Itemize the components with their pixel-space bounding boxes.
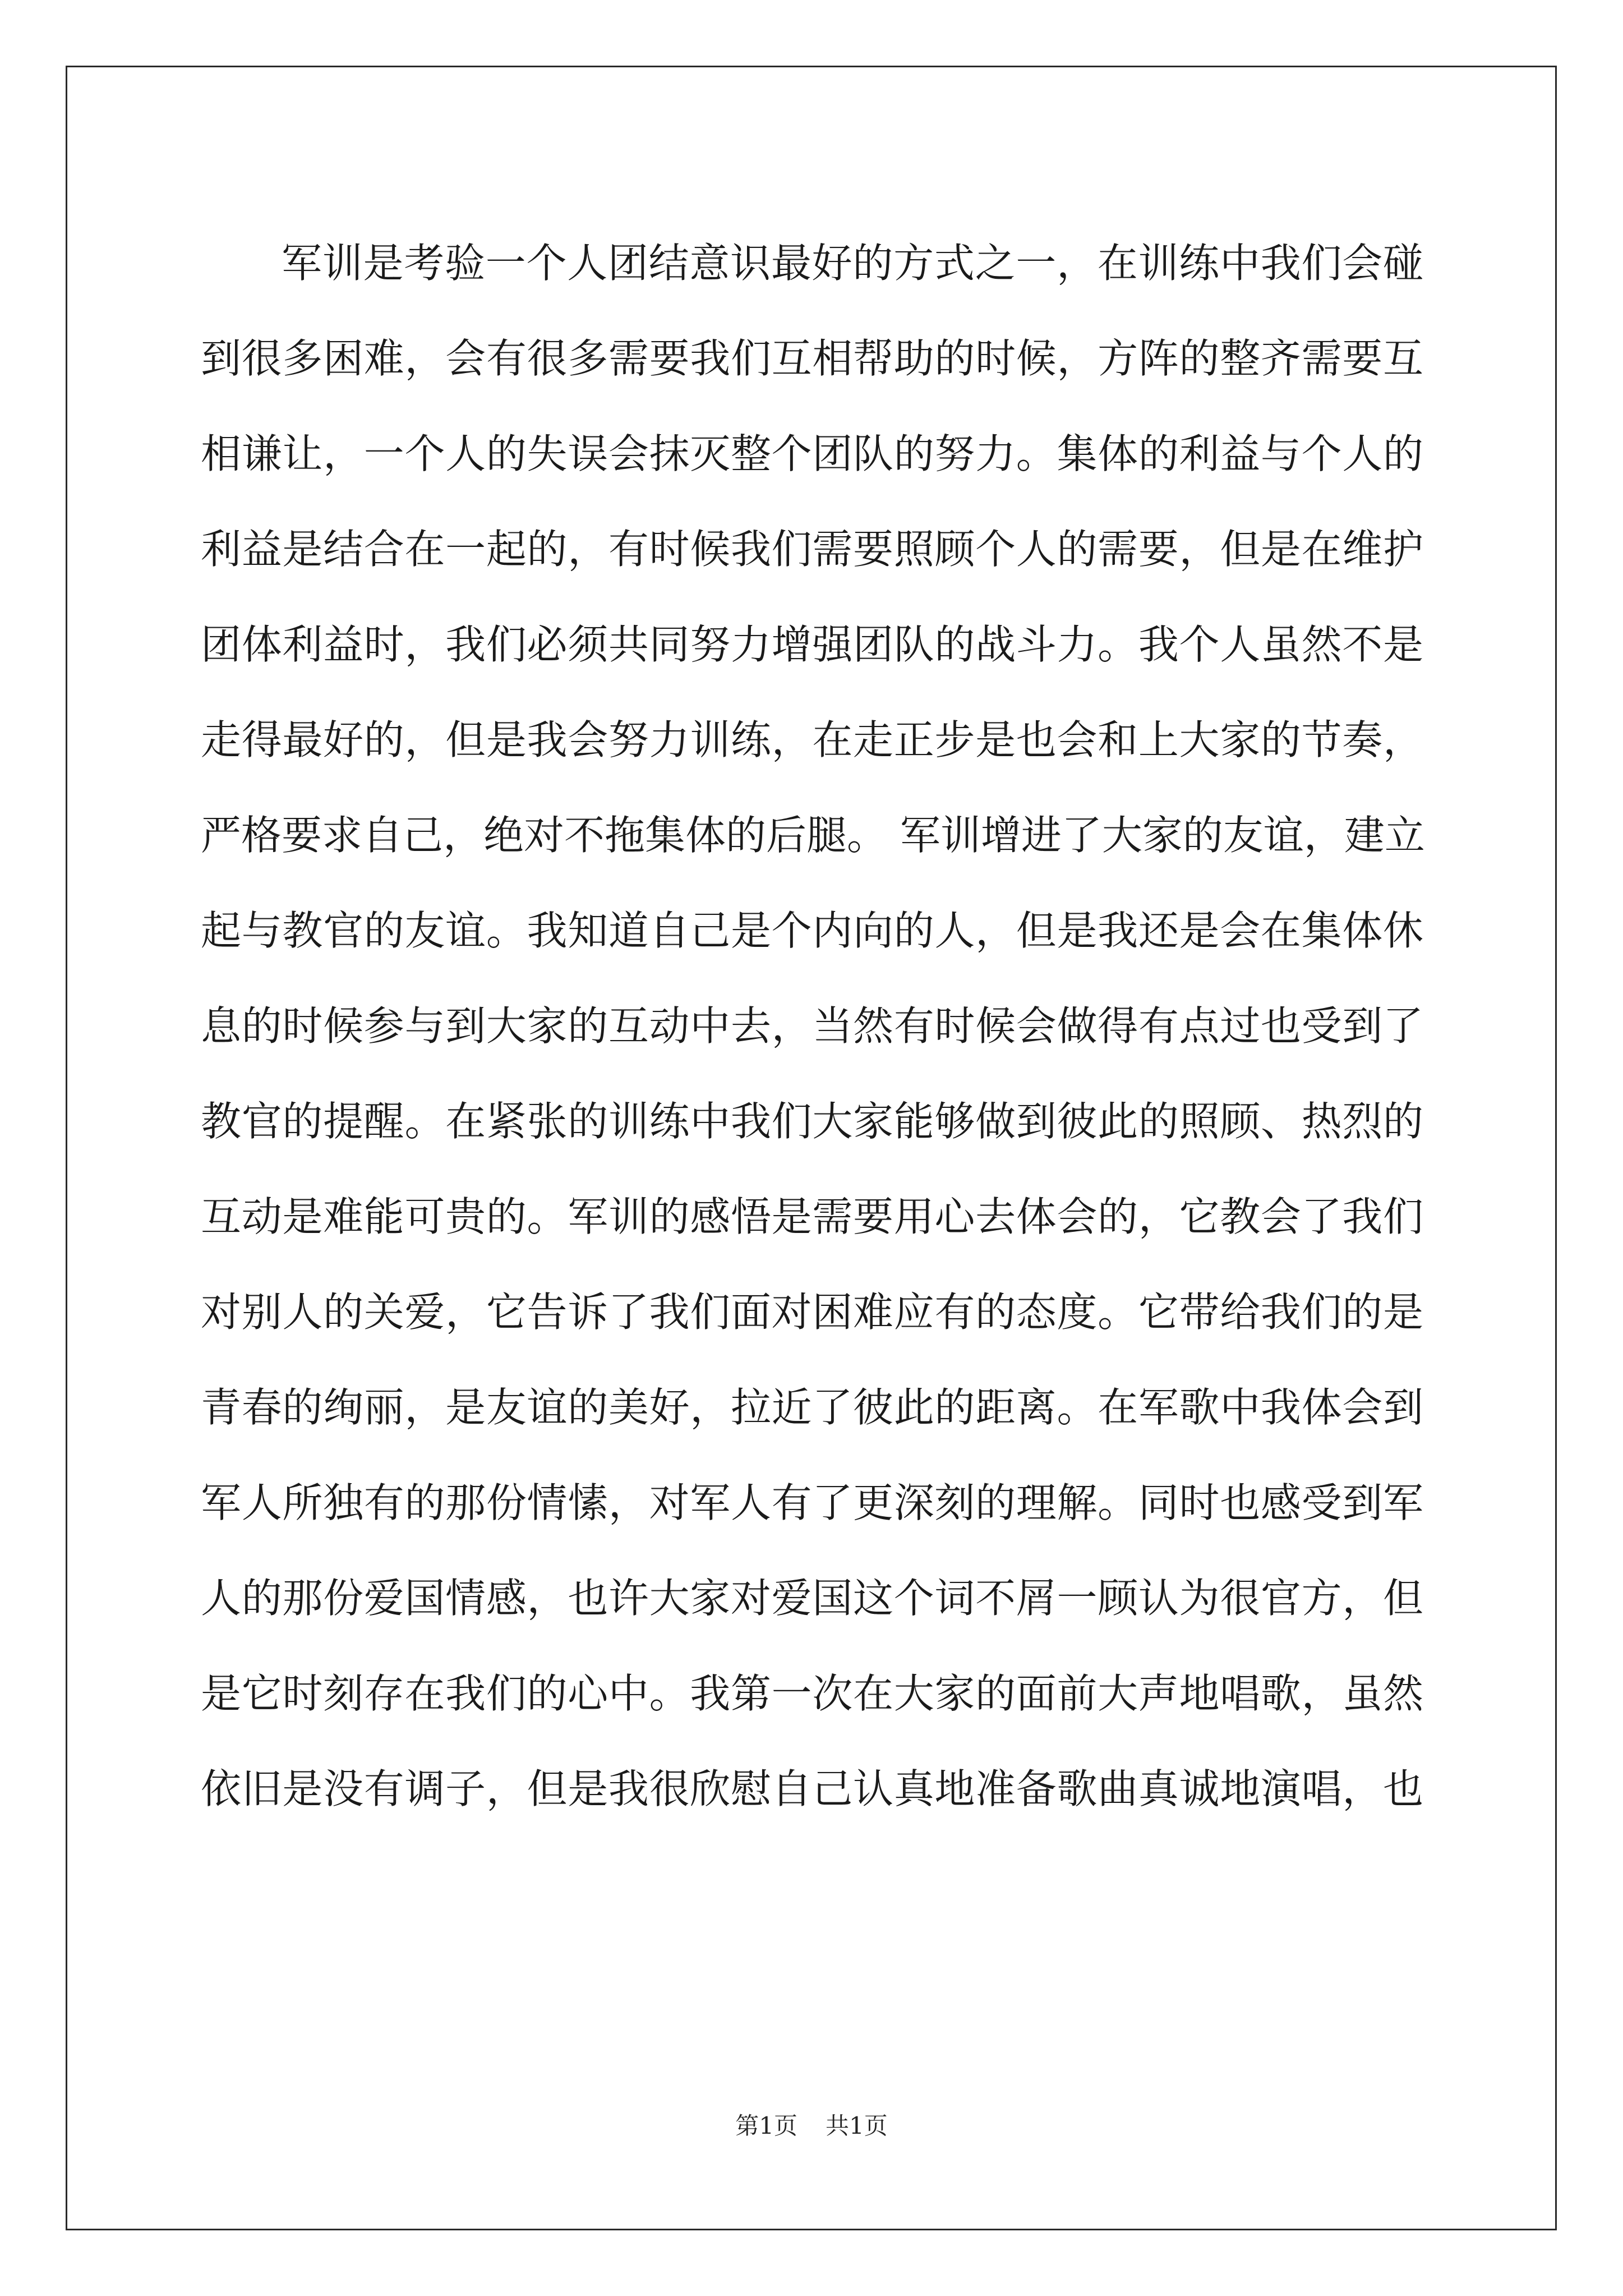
text-line: 互动是难能可贵的。军训的感悟是需要用心去体会的，它教会了我们 — [201, 1193, 1423, 1240]
text-line: 人的那份爱国情感，也许大家对爱国这个词不屑一顾认为很官方，但 — [201, 1575, 1423, 1622]
text-line: 青春的绚丽，是友谊的美好，拉近了彼此的距离。在军歌中我体会到 — [201, 1384, 1423, 1431]
text-line: 团体利益时，我们必须共同努力增强团队的战斗力。我个人虽然不是 — [201, 621, 1423, 668]
text-line: 利益是结合在一起的，有时候我们需要照顾个人的需要，但是在维护 — [201, 526, 1423, 573]
text-line: 起与教官的友谊。我知道自己是个内向的人，但是我还是会在集体休 — [201, 907, 1423, 954]
page-footer — [0, 2109, 1623, 2143]
page-total: 共1页 — [826, 2112, 888, 2139]
text-line: 相谦让，一个人的失误会抹灭整个团队的努力。集体的利益与个人的 — [201, 430, 1423, 477]
text-line: 对别人的关爱，它告诉了我们面对困难应有的态度。它带给我们的是 — [201, 1289, 1423, 1336]
text-line: 息的时候参与到大家的互动中去，当然有时候会做得有点过也受到了 — [201, 1002, 1423, 1050]
text-line: 军人所独有的那份情愫，对军人有了更深刻的理解。同时也感受到军 — [201, 1479, 1423, 1526]
text-line: 军训是考验一个人团结意识最好的方式之一，在训练中我们会碰 — [282, 240, 1423, 287]
text-line: 到很多困难，会有很多需要我们互相帮助的时候，方阵的整齐需要互 — [201, 335, 1423, 382]
text-line: 教官的提醒。在紧张的训练中我们大家能够做到彼此的照顾、热烈的 — [201, 1098, 1423, 1145]
text-line: 走得最好的，但是我会努力训练，在走正步是也会和上大家的节奏， — [201, 716, 1423, 763]
body-text — [201, 215, 1423, 1837]
page-number: 第1页 — [735, 2112, 797, 2139]
text-line: 依旧是没有调子，但是我很欣慰自己认真地准备歌曲真诚地演唱，也 — [201, 1765, 1423, 1812]
text-line: 严格要求自己，绝对不拖集体的后腿。 军训增进了大家的友谊，建立 — [201, 812, 1425, 859]
text-line: 是它时刻存在我们的心中。我第一次在大家的面前大声地唱歌，虽然 — [201, 1670, 1423, 1717]
